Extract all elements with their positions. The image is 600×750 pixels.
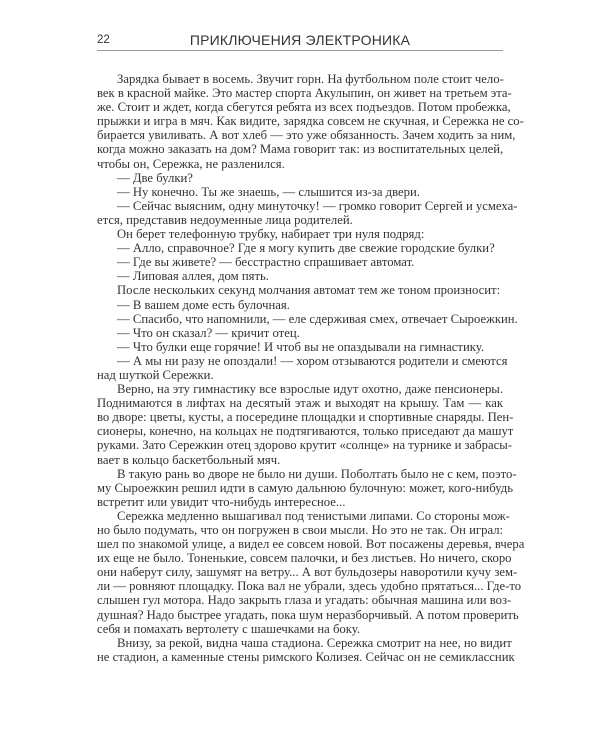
paragraph	[97, 353, 508, 382]
text-line: — А мы ни разу не опоздали! — хором отзываются родители и смеются	[117, 353, 508, 368]
paragraph	[97, 227, 503, 241]
text-line: — Две булки?	[117, 170, 193, 185]
text-line: После нескольких секунд молчания автомат тем же тоном произносит:	[117, 283, 501, 298]
text-line: Внизу, за рекой, видна чаша стадиона. Сережка смотрит на нее, но видит	[117, 635, 512, 650]
paragraph	[97, 466, 517, 509]
text-line: му Сыроежкин решил идти в самую дальнюю булочную: может, кого-нибудь	[97, 480, 513, 495]
text-line: ется, представив недоуменные лица родителей.	[97, 212, 353, 227]
paragraph	[97, 340, 503, 354]
text-line: Зарядка бывает в восемь. Звучит горн. На футбольном поле стоит чело-	[117, 72, 504, 86]
running-title: ПРИКЛЮЧЕНИЯ ЭЛЕКТРОНИКА	[189, 32, 411, 48]
text-line: же. Стоит и ждет, когда сбегутся ребята из всех подъездов. Потом пробежка,	[97, 100, 511, 115]
paragraph	[97, 635, 515, 664]
text-line: слышен гул мотора. Надо закрыть глаза и угадать: обычная машина или воз-	[97, 593, 512, 608]
paragraph	[97, 72, 524, 171]
text-line: — Что он сказал? — кричит отец.	[117, 325, 300, 340]
paragraph	[97, 382, 514, 467]
text-line: чтобы он, Сережка, не разленился.	[97, 156, 285, 171]
text-line: — В вашем доме есть булочная.	[117, 297, 290, 312]
text-line: но было подумать, что он погружен в свои мысли. Но это не так. Он играл:	[97, 523, 504, 537]
text-line: когда можно заказать на дом? Мама говорит так: из воспитательных целей,	[97, 142, 504, 157]
text-line: бирается увиливать. А вот хлеб — это уже обязанность. Зачем ходить за ним,	[97, 128, 516, 143]
paragraph	[97, 185, 503, 199]
text-line: — Что булки еще горячие! И чтоб вы не опаздывали на гимнастику.	[117, 339, 484, 354]
page-number: 22	[97, 34, 110, 46]
text-line: век в красной майке. Это мастер спорта Акулыпин, он живет на третьем эта-	[97, 86, 512, 101]
text-line: — Сейчас выясним, одну минуточку! — громко говорит Сергей и усмеха-	[117, 198, 518, 213]
paragraph	[97, 283, 503, 297]
text-line: — Ну конечно. Ты же знаешь, — слышится из-за двери.	[117, 184, 420, 199]
text-line: — Алло, справочное? Где я могу купить две свежие городские булки?	[117, 241, 495, 256]
text-line: встретит или увидит что-нибудь интересное...	[97, 494, 346, 509]
paragraph	[97, 326, 503, 340]
paragraph	[97, 311, 518, 326]
text-line: Поднимаются в лифтах на десятый этаж и выходят на крышу. Там — как	[97, 396, 503, 411]
text-line: — Липовая аллея, дом пять.	[117, 269, 269, 284]
text-line: ли — ровняют площадку. Пока вал не убрали, здесь удобно прятаться... Где-то	[97, 579, 522, 594]
paragraph	[97, 269, 503, 283]
text-line: не стадион, а каменные стены римского Колизея. Сейчас он не семиклассник	[97, 649, 515, 664]
text-line: они наберут силу, зашумят на ветру... А вот бульдозеры наворотили кучу зем-	[97, 565, 518, 580]
text-line: Верно, на эту гимнастику все взрослые идут охотно, даже пенсионеры.	[117, 382, 503, 397]
text-line: В такую рань во дворе не было ни души. Поболтать было не с кем, поэто-	[117, 466, 517, 481]
paragraph	[97, 241, 503, 255]
paragraph	[97, 508, 525, 636]
text-line: — Спасибо, что напомнили, — еле сдерживая смех, отвечает Сыроежкин.	[117, 311, 518, 326]
text-line: Сережка медленно вышагивал под тенистыми липами. Со стороны мож-	[117, 508, 510, 523]
text-line: прыжки и игра в мяч. Как видите, зарядка совсем не скучная, и Сережка не со-	[97, 114, 524, 129]
text-line: во дворе: цветы, кусты, а посередине площадки и спортивные снаряды. Пен-	[97, 410, 514, 425]
paragraph	[97, 198, 518, 227]
paragraph	[97, 298, 503, 312]
text-line: над шуткой Сережки.	[97, 367, 214, 382]
text-line: — Где вы живете? — бесстрастно спрашивает автомат.	[117, 255, 415, 270]
text-line: Он берет телефонную трубку, набирает три нуля подряд:	[117, 227, 425, 242]
page-body-text	[97, 72, 525, 664]
paragraph	[97, 255, 503, 269]
text-line: руками. Зато Сережкин отец здорово крутит «солнце» на турнике и забрасы-	[97, 438, 512, 453]
text-line: шел по знакомой улице, а видел ее совсем новой. Вот посажены деревья, вчера	[97, 537, 525, 552]
text-line: сионеры, конечно, на кольцах не подтягиваются, только приседают да машут	[97, 424, 514, 439]
running-header	[97, 33, 503, 51]
text-line: вает в кольцо баскетбольный мяч.	[97, 452, 281, 467]
paragraph	[97, 171, 503, 185]
text-line: себя и помахать вертолету с шашечками на боку.	[97, 621, 360, 636]
text-line: душная? Надо быстрее угадать, пока шум неразборчивый. А потом проверить	[97, 607, 519, 622]
text-line: их еще не было. Тоненькие, совсем палочки, и без листьев. Но ничего, скоро	[97, 551, 512, 566]
